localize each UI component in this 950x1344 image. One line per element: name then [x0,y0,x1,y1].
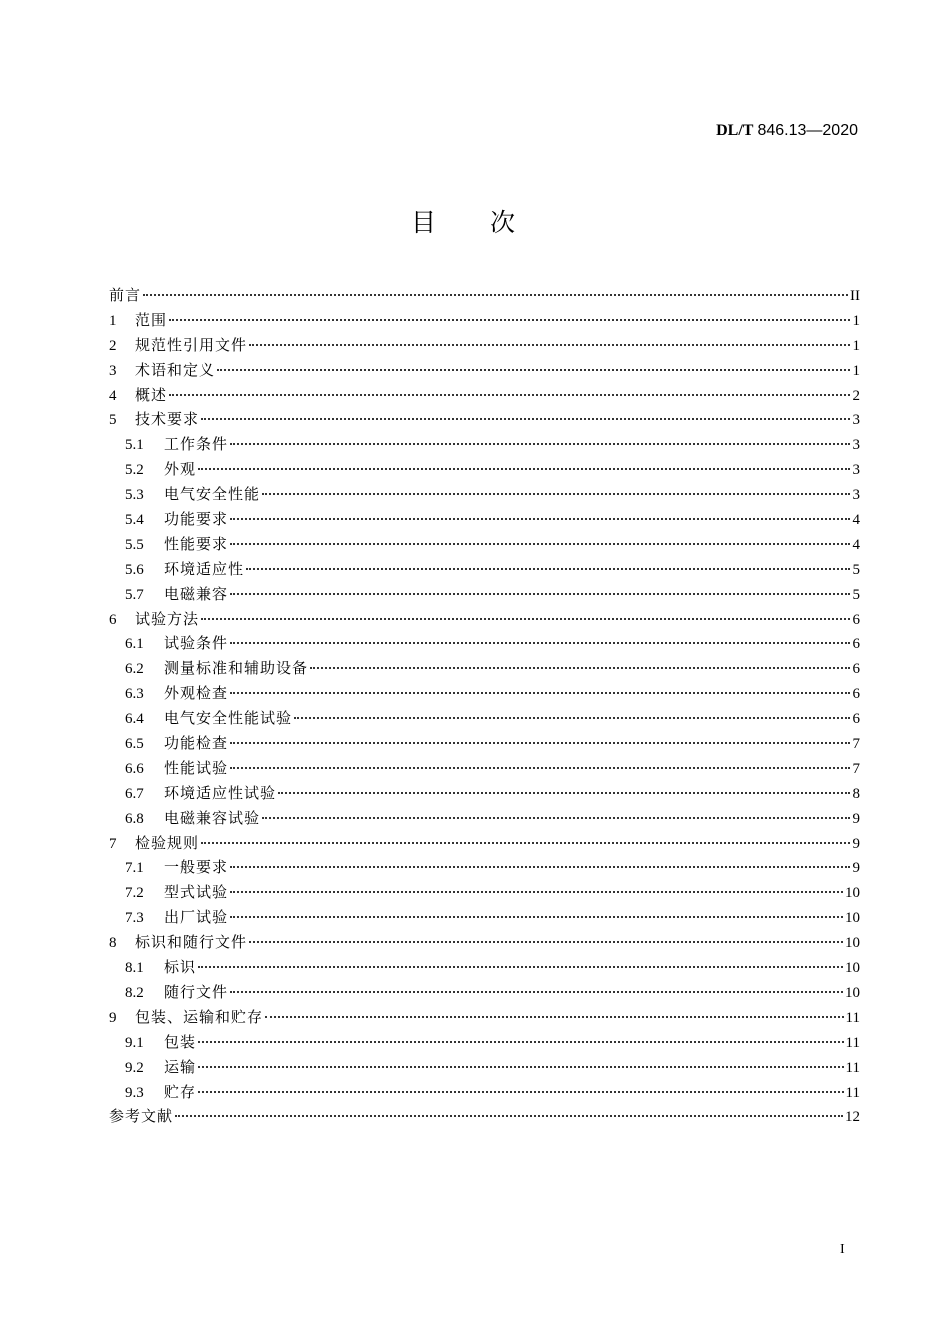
toc-entry-page: 4 [852,536,860,553]
toc-entry-number: 9.3 [125,1084,144,1101]
toc-entry-page: 3 [852,487,860,504]
toc-entry-label: 功能检查 [164,734,229,753]
toc-leader-dots [230,866,850,868]
toc-entry-label: 电气安全性能 [164,485,261,504]
toc-entry-page: 11 [845,1059,860,1076]
toc-leader-dots [169,394,850,396]
toc-entry-number: 4 [109,387,117,404]
toc-leader-dots [230,891,843,893]
toc-leader-dots [230,742,850,744]
toc-leader-dots [230,642,850,644]
toc-leader-dots [230,543,850,545]
toc-entry[interactable] [109,1005,860,1030]
toc-entry-page: 7 [852,736,860,753]
toc-entry[interactable] [109,656,860,681]
toc-entry-number: 6.3 [125,686,144,703]
toc-entry-page: 6 [852,686,860,703]
toc-entry-label: 随行文件 [164,982,229,1001]
toc-entry-number: 6.6 [125,760,144,777]
toc-entry-page: 10 [845,984,860,1001]
toc-entry-page: 3 [852,437,860,454]
toc-entry-number: 8 [109,935,117,952]
toc-entry-label: 概述 [135,385,168,404]
toc-entry-page: 6 [852,611,860,628]
toc-entry[interactable] [109,1055,860,1080]
toc-leader-dots [230,593,850,595]
toc-entry-page: 4 [852,512,860,529]
footer-page-number: I [840,1242,845,1257]
toc-entry-number: 5.3 [125,487,144,504]
toc-entry[interactable] [109,731,860,756]
page-title: 目次 [410,208,569,237]
toc-entry-number: 6.1 [125,636,144,653]
toc-entry-number: 6.4 [125,711,144,728]
toc-entry-label: 标识和随行文件 [135,933,248,952]
toc-entry-label: 电气安全性能试验 [164,709,293,728]
toc-entry-number: 1 [109,312,117,329]
toc-entry[interactable] [109,706,860,731]
toc-entry[interactable] [109,855,860,880]
toc-entry-label: 规范性引用文件 [135,335,248,354]
toc-entry-page: 12 [845,1109,860,1126]
standard-code: 846.13—2020 [757,122,858,139]
toc-entry-label: 贮存 [164,1082,197,1101]
toc-entry-label: 出厂试验 [164,908,229,927]
toc-leader-dots [246,568,850,570]
toc-entry-number: 9 [109,1009,117,1026]
toc-entry-number: 6.2 [125,661,144,678]
toc-entry-number: 6.8 [125,810,144,827]
toc-entry-label: 性能试验 [164,758,229,777]
toc-leader-dots [262,817,850,819]
toc-entry-page: II [850,288,860,304]
toc-entry-label: 型式试验 [164,883,229,902]
toc-entry-number: 6.7 [125,785,144,802]
toc-entry-number: 7 [109,835,117,852]
toc-entry[interactable] [109,582,860,607]
toc-entry-page: 2 [852,387,860,404]
toc-entry[interactable] [109,532,860,557]
toc-entry[interactable] [109,631,860,656]
toc-entry[interactable] [109,905,860,930]
toc-entry[interactable] [109,308,860,333]
toc-leader-dots [198,468,850,470]
toc-entry-label: 参考文献 [109,1107,174,1126]
toc-entry-number: 5.6 [125,561,144,578]
toc-entry-label: 一般要求 [164,858,229,877]
toc-entry-label: 技术要求 [135,410,200,429]
toc-leader-dots [169,319,850,321]
toc-entry-label: 工作条件 [164,435,229,454]
toc-entry-page: 5 [852,586,860,603]
toc-entry[interactable] [109,756,860,781]
toc-leader-dots [198,966,843,968]
toc-leader-dots [198,1091,844,1093]
toc-entry-number: 5.2 [125,462,144,479]
toc-entry-page: 11 [845,1034,860,1051]
toc-entry[interactable] [109,333,860,358]
toc-entry-page: 11 [845,1009,860,1026]
toc-entry-number: 5 [109,412,117,429]
toc-entry-label: 外观检查 [164,684,229,703]
toc-entry-label: 环境适应性 [164,559,245,578]
toc-entry-label: 包装、运输和贮存 [135,1007,264,1026]
toc-entry-number: 7.1 [125,860,144,877]
toc-entry-page: 1 [852,312,860,329]
toc-entry-page: 6 [852,661,860,678]
toc-leader-dots [198,1066,844,1068]
toc-entry-page: 10 [845,960,860,977]
toc-leader-dots [230,916,843,918]
toc-entry[interactable] [109,358,860,383]
toc-entry-page: 11 [845,1084,860,1101]
toc-entry-number: 9.2 [125,1059,144,1076]
toc-entry[interactable] [109,432,860,457]
toc-entry-label: 试验条件 [164,634,229,653]
toc-entry-page: 6 [852,711,860,728]
toc-entry-label: 功能要求 [164,510,229,529]
toc-entry-number: 5.1 [125,437,144,454]
toc-entry-label: 运输 [164,1057,197,1076]
toc-entry-number: 8.1 [125,960,144,977]
toc-entry-number: 7.2 [125,885,144,902]
toc-entry[interactable] [109,781,860,806]
toc-entry[interactable] [109,1030,860,1055]
toc-entry-number: 7.3 [125,910,144,927]
toc-entry-page: 7 [852,760,860,777]
toc-entry-label: 术语和定义 [135,360,216,379]
toc-leader-dots [201,842,850,844]
toc-leader-dots [230,991,843,993]
toc-entry[interactable] [109,806,860,831]
toc-entry-page: 9 [852,810,860,827]
toc-entry[interactable] [109,955,860,980]
standard-number [716,122,858,140]
toc-entry[interactable] [109,482,860,507]
toc-entry[interactable] [109,607,860,632]
toc-entry-number: 3 [109,362,117,379]
toc-entry[interactable] [109,930,860,955]
toc-entry-label: 电磁兼容 [164,584,229,603]
toc-leader-dots [230,443,850,445]
toc-leader-dots [310,667,850,669]
toc-entry[interactable] [109,831,860,856]
toc-leader-dots [265,1016,844,1018]
toc-entry[interactable] [109,980,860,1005]
toc-entry[interactable] [109,557,860,582]
toc-entry-page: 9 [852,835,860,852]
table-of-contents [109,283,860,1129]
toc-entry-page: 1 [852,337,860,354]
toc-entry-label: 电磁兼容试验 [164,808,261,827]
toc-entry-label: 标识 [164,958,197,977]
toc-entry-page: 5 [852,561,860,578]
toc-entry-label: 环境适应性试验 [164,783,277,802]
toc-entry-number: 9.1 [125,1034,144,1051]
toc-leader-dots [175,1115,843,1117]
toc-entry-number: 6.5 [125,736,144,753]
toc-entry-number: 6 [109,611,117,628]
toc-leader-dots [201,418,850,420]
toc-entry[interactable] [109,1104,860,1129]
toc-leader-dots [249,344,850,346]
toc-entry-label: 范围 [135,310,168,329]
toc-entry-page: 1 [852,362,860,379]
toc-entry-page: 10 [845,910,860,927]
toc-leader-dots [278,792,850,794]
toc-entry-label: 包装 [164,1032,197,1051]
toc-entry-label: 测量标准和辅助设备 [164,659,309,678]
toc-leader-dots [217,369,850,371]
toc-leader-dots [230,767,850,769]
toc-entry-page: 3 [852,462,860,479]
toc-leader-dots [294,717,850,719]
toc-entry-number: 5.5 [125,536,144,553]
toc-entry[interactable] [109,681,860,706]
toc-entry[interactable] [109,507,860,532]
toc-entry-label: 检验规则 [135,833,200,852]
toc-entry-page: 10 [845,935,860,952]
toc-entry-number: 8.2 [125,984,144,1001]
toc-leader-dots [249,941,843,943]
toc-leader-dots [230,518,850,520]
toc-entry-page: 9 [852,860,860,877]
toc-entry-number: 5.4 [125,512,144,529]
toc-entry-page: 10 [845,885,860,902]
toc-entry-label: 性能要求 [164,534,229,553]
toc-entry[interactable] [109,383,860,408]
toc-entry[interactable] [109,880,860,905]
toc-entry-number: 2 [109,337,117,354]
toc-entry-label: 试验方法 [135,609,200,628]
toc-entry[interactable] [109,1080,860,1105]
toc-leader-dots [201,618,850,620]
toc-entry-number: 5.7 [125,586,144,603]
toc-leader-dots [198,1041,844,1043]
toc-entry-page: 8 [852,785,860,802]
toc-entry[interactable] [109,457,860,482]
toc-entry-page: 6 [852,636,860,653]
toc-leader-dots [230,692,850,694]
toc-entry-label: 前言 [109,286,142,304]
toc-entry[interactable] [109,407,860,432]
toc-leader-dots [143,294,848,296]
toc-leader-dots [262,493,850,495]
toc-entry-page: 3 [852,412,860,429]
standard-prefix: DL/T [716,122,754,139]
toc-entry[interactable] [109,283,860,308]
toc-entry-label: 外观 [164,460,197,479]
